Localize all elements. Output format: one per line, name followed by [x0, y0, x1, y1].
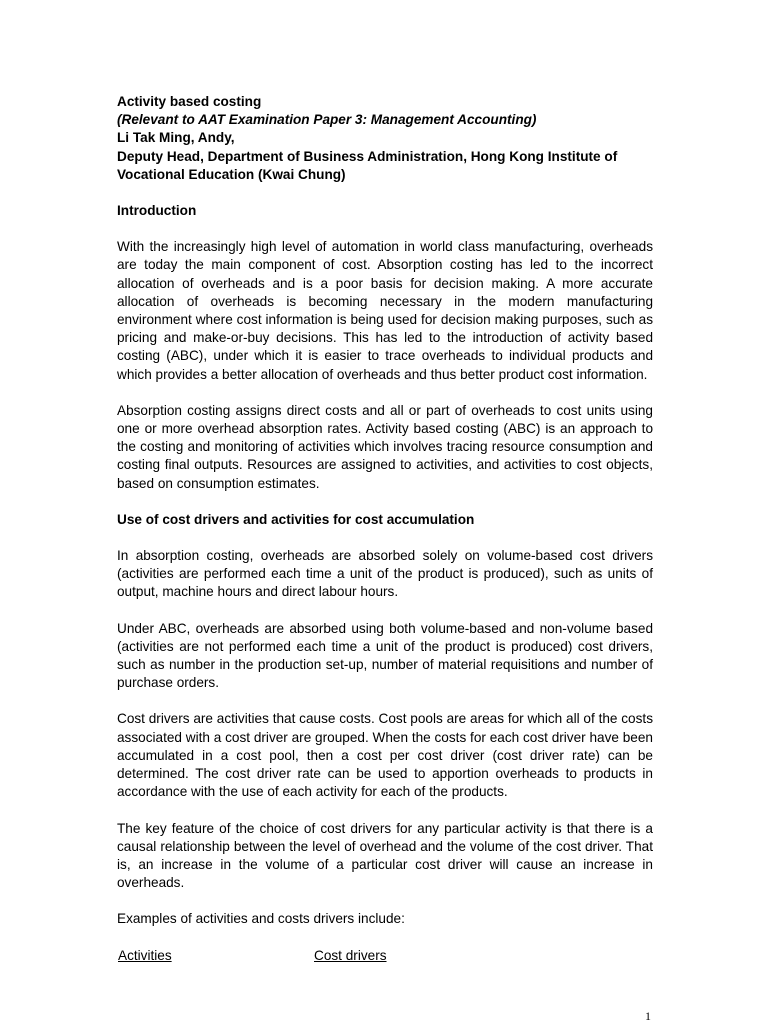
column-header-activities: Activities — [118, 947, 172, 963]
cost-drivers-paragraph-3: Cost drivers are activities that cause costs. Cost pools are areas for which all of the costs associated with a cost driver are grouped. When the costs for each cost driver have been accumulated in a cost pool, then a cost per cost driver (cost driver rate) can be determined. The cost driver rate can be used to apportion overheads to products in accordance with the use of each activity for each of the products. — [117, 711, 653, 800]
author-position-line2: Vocational Education (Kwai Chung) — [117, 166, 346, 182]
examples-intro: Examples of activities and costs drivers include: — [117, 911, 405, 927]
document-page — [117, 93, 653, 967]
document-title: Activity based costing — [117, 94, 262, 109]
author-position-line1: Deputy Head, Department of Business Administration, Hong Kong Institute of — [117, 148, 618, 164]
author-name: Li Tak Ming, Andy, — [117, 130, 235, 146]
cost-drivers-paragraph-4: The key feature of the choice of cost drivers for any particular activity is that there is a causal relationship between the level of overhead and the volume of the cost driver. That is, an increase in the volume of a particular cost driver will cause an increase in overheads. — [117, 820, 653, 891]
column-header-cost-drivers: Cost drivers — [314, 947, 387, 963]
introduction-heading: Introduction — [117, 203, 197, 219]
introduction-paragraph-1: With the increasingly high level of automation in world class manufacturing, overheads are today the main component of cost. Absorption costing has led to the incorrect allocation of overheads and is a poor basis for decision making. A more accurate allocation of overheads is becoming necessary in the modern manufacturing environment where cost information is being used for decision making purposes, such as pricing and make-or-buy decisions. This has led to the introduction of activity based costing (ABC), under which it is easier to trace overheads to individual products and which provides a better allocation of overheads and thus better product cost information. — [117, 239, 653, 382]
activities-table-header — [117, 947, 653, 967]
cost-drivers-paragraph-1: In absorption costing, overheads are absorbed solely on volume-based cost drivers (activities are performed each time a unit of the product is produced), such as units of output, machine hours and direct labour hours. — [117, 548, 653, 600]
cost-drivers-heading: Use of cost drivers and activities for cost accumulation — [117, 511, 475, 527]
cost-drivers-paragraph-2: Under ABC, overheads are absorbed using both volume-based and non-volume based (activities are not performed each time a unit of the product is produced) cost drivers, such as number in the production set-up, number of material requisitions and number of purchase orders. — [117, 620, 653, 691]
introduction-paragraph-2: Absorption costing assigns direct costs and all or part of overheads to cost units using one or more overhead absorption rates. Activity based costing (ABC) is an approach to the costing and monitoring of activities which involves tracing resource consumption and costing final outputs. Resources are assigned to activities, and activities to cost objects, based on consumption estimates. — [117, 402, 653, 491]
page-number: 1 — [645, 1009, 651, 1023]
document-relevance: (Relevant to AAT Examination Paper 3: Management Accounting) — [117, 112, 537, 128]
